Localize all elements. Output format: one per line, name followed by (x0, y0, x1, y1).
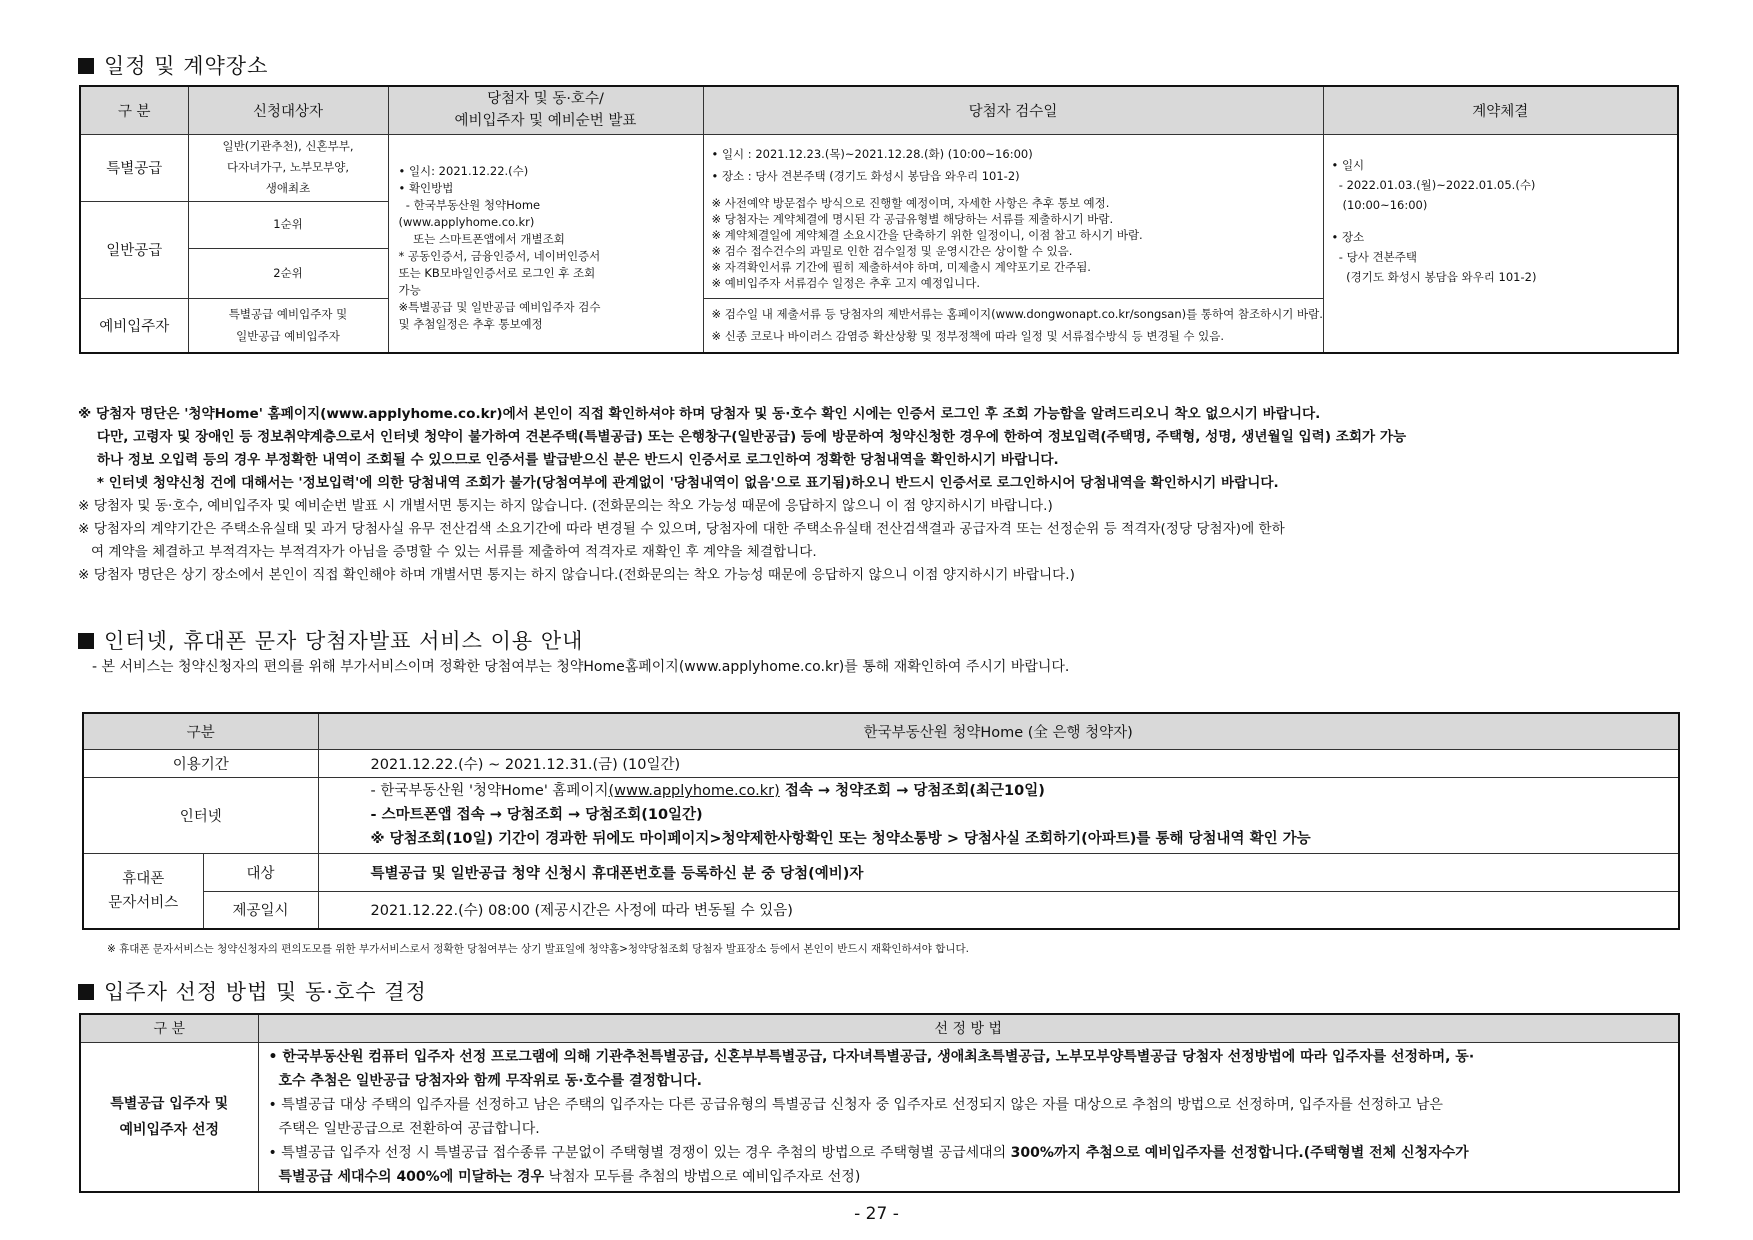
section2-title: 인터넷, 휴대폰 문자 당첨자발표 서비스 이용 안내 (78, 625, 583, 655)
target-label: 대상 (203, 853, 318, 891)
section1-title: 일정 및 계약장소 (78, 50, 268, 80)
internet-details: - 한국부동산원 '청약Home' 홈페이지(www.applyhome.co.kr) 접속 → 청약조회 → 당첨조회(최근10일) - 스마트폰앱 접속 → 당첨조회 → 당첨조회(10일간) ※ 당첨조회(10일) 기간이 경과한 뒤에도 마이페이지>청약제한사항확인 또는 청약소통방 > 당첨사실 조회하기(아파트)를 통해 당첨내역 확인 가능 (318, 777, 1679, 853)
square-bullet-icon (78, 633, 94, 649)
rank2: 2순위 (188, 248, 388, 298)
service-header-service: 한국부동산원 청약Home (全 은행 청약자) (318, 713, 1679, 749)
note-line: ※ 당첨자 명단은 상기 장소에서 본인이 직접 확인해야 하며 개별서면 통지는 하지 않습니다.(전화문의는 착오 가능성 때문에 응답하지 않으니 이점 양지하시기 바랍니다.) (78, 567, 1075, 583)
time-label: 제공일시 (203, 891, 318, 929)
announce-details: • 일시: 2021.12.22.(수) • 확인방법 - 한국부동산원 청약Home (www.applyhome.co.kr) 또는 스마트폰앱에서 개별조회 * 공동인증서, 금융인증서, 네이버인증서 또는 KB모바일인증서로 로그인 후 조회 가능 ※특별공급 및 일반공급 예비입주자 검수 및 추첨일정은 추후 통보예정 (388, 134, 703, 353)
special-target: 일반(기관추천), 신혼부부, 다자녀가구, 노부모부양, 생애최초 (188, 134, 388, 201)
section3-title: 입주자 선정 방법 및 동·호수 결정 (78, 976, 427, 1006)
note-line: * 인터넷 청약신청 건에 대해서는 '정보입력'에 의한 당첨내역 조회가 불가(당첨여부에 관계없이 '당첨내역이 없음'으로 표기됨)하오니 반드시 인증서로 로그인하시어 당첨내역을 확인하시기 바랍니다. (78, 475, 1279, 491)
sms-label: 휴대폰 문자서비스 (83, 853, 203, 929)
period-label: 이용기간 (83, 749, 318, 777)
header-announce: 당첨자 및 동·호수/ 예비입주자 및 예비순번 발표 (388, 86, 703, 134)
row-reserve: 예비입주자 (80, 298, 188, 353)
applyhome-link[interactable]: (www.applyhome.co.kr) (608, 783, 780, 799)
section2-subtitle: - 본 서비스는 청약신청자의 편의를 위해 부가서비스이며 정확한 당첨여부는 청약Home홈페이지(www.applyhome.co.kr)를 통해 재확인하여 주시기 바랍니다. (92, 659, 1070, 675)
service-footnote: ※ 휴대폰 문자서비스는 청약신청자의 편의도모를 위한 부가서비스로서 정확한 당첨여부는 상기 발표일에 청약홈>청약당첨조회 당첨자 발표장소 등에서 본인이 반드시 재확인하셔야 합니다. (107, 943, 970, 955)
note-line: ※ 당첨자 및 동·호수, 예비입주자 및 예비순번 발표 시 개별서면 통지는 하지 않습니다. (전화문의는 착오 가능성 때문에 응답하지 않으니 이 점 양지하시기 바랍니다.) (78, 498, 1053, 514)
internet-label: 인터넷 (83, 777, 318, 853)
note-line: ※ 당첨자 명단은 '청약Home' 홈페이지(www.applyhome.co.kr)에서 본인이 직접 확인하셔야 하며 당첨자 및 동·호수 확인 시에는 인증서 로그인 후 조회 가능함을 알려드리오니 착오 없으시기 바랍니다. (78, 406, 1321, 422)
selection-method-details: • 한국부동산원 컴퓨터 입주자 선정 프로그램에 의해 기관추천특별공급, 신혼부부특별공급, 다자녀특별공급, 생애최초특별공급, 노부모부양특별공급 당첨자 선정방법에 따라 입주자를 선정하며, 동· 호수 추첨은 일반공급 당첨자와 함께 무작위로 동·호수를 결정합니다. • 특별공급 대상 주택의 입주자를 선정하고 남은 주택의 입주자는 다른 공급유형의 특별공급 신청자 중 입주자로 선정되지 않은 자를 대상으로 추첨의 방법으로 선정하며, 입주자를 선정하고 남은 주택은 일반공급으로 전환하여 공급합니다. • 특별공급 입주자 선정 시 특별공급 접수종류 구분없이 주택형별 경쟁이 있는 경우 추첨의 방법으로 주택형별 공급세대의 300%까지 추첨으로 예비입주자를 선정합니다.(주택형별 전체 신청자수가 특별공급 세대수의 400%에 미달하는 경우 낙첨자 모두를 추첨의 방법으로 예비입주자로 선정) (258, 1042, 1679, 1192)
target-value: 특별공급 및 일반공급 청약 신청시 휴대폰번호를 등록하신 분 중 당첨(예비)자 (318, 853, 1679, 891)
service-header-category: 구분 (83, 713, 318, 749)
note-line: ※ 당첨자의 계약기간은 주택소유실태 및 과거 당첨사실 유무 전산검색 소요기간에 따라 변경될 수 있으며, 당첨자에 대한 주택소유실태 전산검색결과 공급자격 또는 선정순위 등 적격자(정당 당첨자)에 한하 (78, 521, 1285, 537)
reserve-target: 특별공급 예비입주자 및 일반공급 예비입주자 (188, 298, 388, 353)
doc-check-bottom: ※ 검수일 내 제출서류 등 당첨자의 제반서류는 홈페이지(www.dongwonapt.co.kr/songsan)를 통하여 참조하시기 바람. ※ 신종 코로나 바이러스 감염증 확산상황 및 정부정책에 따라 일정 및 서류접수방식 등 변경될 수 있음. (703, 298, 1323, 353)
note-line: 다만, 고령자 및 장애인 등 정보취약계층으로서 인터넷 청약이 불가하여 견본주택(특별공급) 또는 은행창구(일반공급) 등에 방문하여 청약신청한 경우에 한하여 정보입력(주택명, 주택형, 성명, 생년월일 입력) 조회가 가능 (78, 429, 1407, 445)
selection-table (79, 1013, 1680, 1193)
period-value: 2021.12.22.(수) ~ 2021.12.31.(금) (10일간) (318, 749, 1679, 777)
contract-details: • 일시 - 2022.01.03.(월)~2022.01.05.(수) (10:00~16:00) • 장소 - 당사 견본주택 (경기도 화성시 봉담읍 와우리 101-2) (1323, 134, 1678, 353)
header-contract: 계약체결 (1323, 86, 1678, 134)
notes (78, 403, 1698, 587)
header-category: 구 분 (80, 86, 188, 134)
note-line: 여 계약을 체결하고 부적격자는 부적격자가 아님을 증명할 수 있는 서류를 제출하여 적격자로 재확인 후 계약을 체결합니다. (78, 544, 817, 560)
doc-check-details: • 일시 : 2021.12.23.(목)~2021.12.28.(화) (10:00~16:00) • 장소 : 당사 견본주택 (경기도 화성시 봉담읍 와우리 101-2) ※ 사전예약 방문접수 방식으로 진행할 예정이며, 자세한 사항은 추후 통보 예정. ※ 당첨자는 계약체결에 명시된 각 공급유형별 해당하는 서류를 제출하시기 바람. ※ 계약체결일에 계약체결 소요시간을 단축하기 위한 일정이니, 이점 참고 하시기 바람. ※ 검수 접수건수의 과밀로 인한 검수일정 및 운영시간은 상이할 수 있음. ※ 자격확인서류 기간에 필히 제출하셔야 하며, 미제출시 계약포기로 간주됨. ※ 예비입주자 서류검수 일정은 추후 고지 예정입니다. (703, 134, 1323, 298)
header-doc-check: 당첨자 검수일 (703, 86, 1323, 134)
page-number: - 27 - (854, 1204, 899, 1224)
selection-header-method: 선 정 방 법 (258, 1014, 1679, 1042)
square-bullet-icon (78, 984, 94, 1000)
row-general: 일반공급 (80, 201, 188, 298)
service-table (82, 712, 1680, 930)
rank1: 1순위 (188, 201, 388, 248)
selection-row-label: 특별공급 입주자 및 예비입주자 선정 (80, 1042, 258, 1192)
selection-header-category: 구 분 (80, 1014, 258, 1042)
time-value: 2021.12.22.(수) 08:00 (제공시간은 사정에 따라 변동될 수 있음) (318, 891, 1679, 929)
header-target: 신청대상자 (188, 86, 388, 134)
schedule-table (79, 85, 1679, 354)
square-bullet-icon (78, 58, 94, 74)
note-line: 하나 정보 오입력 등의 경우 부정확한 내역이 조회될 수 있으므로 인증서를 발급받으신 분은 반드시 인증서로 로그인하여 정확한 당첨내역을 확인하시기 바랍니다. (78, 452, 1059, 468)
row-special: 특별공급 (80, 134, 188, 201)
